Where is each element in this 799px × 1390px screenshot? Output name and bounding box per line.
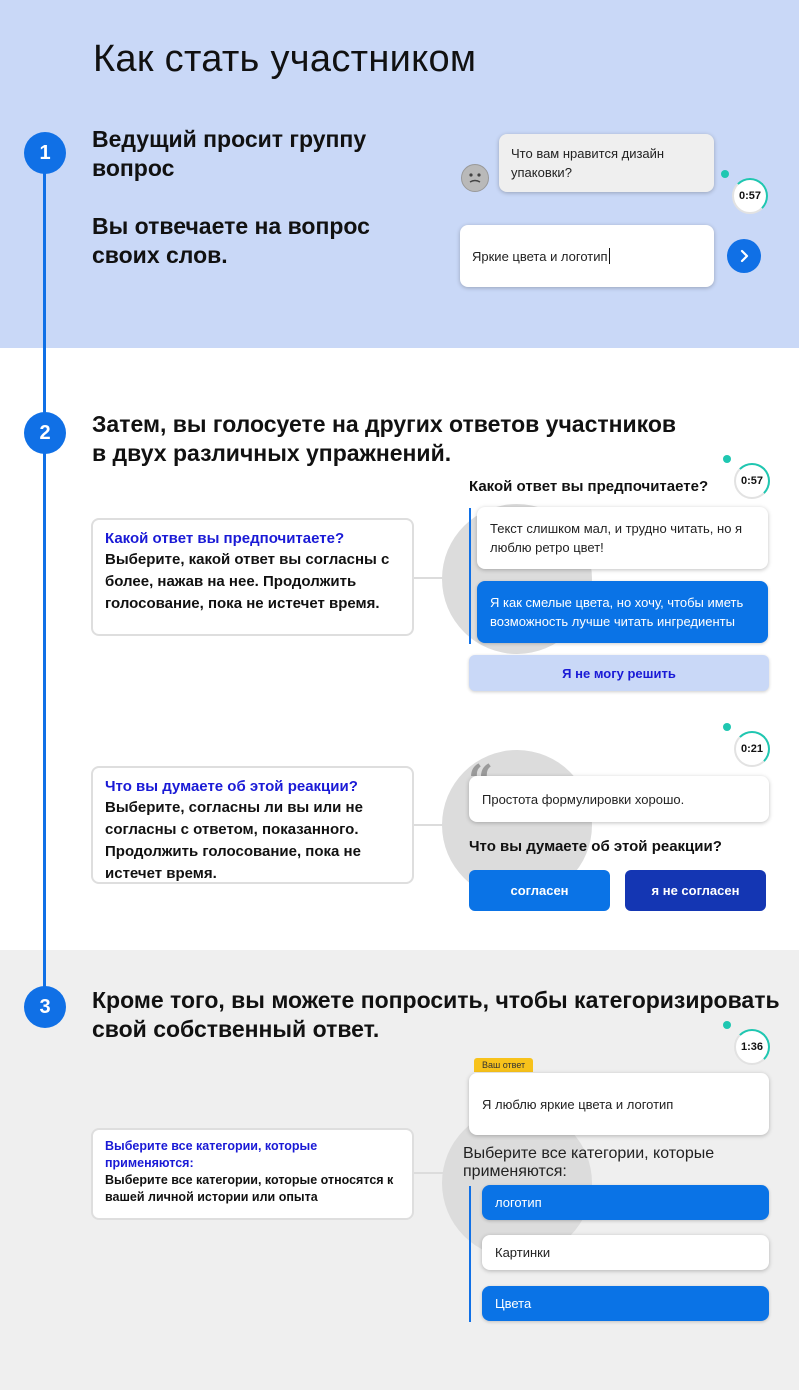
preference-option-b[interactable]: Я как смелые цвета, но хочу, чтобы иметь возможность лучше читать ингредиенты [477,581,768,643]
connector-line [412,824,452,826]
step-1-line-2: вопрос [92,155,175,181]
category-colors[interactable]: Цвета [482,1286,769,1321]
step-2-badge: 2 [24,412,66,454]
step-1-line-4: своих слов. [92,242,228,268]
categorize-info-body: Выберите все категории, которые относятся к вашей личной истории или опыта [105,1173,394,1204]
timer-dot [723,1021,731,1029]
timer-dot [723,455,731,463]
timer-dot [721,170,729,178]
step-3-badge: 3 [24,986,66,1028]
timer-preference: 0:57 [734,463,770,499]
page-title: Как стать участником [93,38,477,80]
options-indicator-line [469,508,471,644]
timer-reaction: 0:21 [734,731,770,767]
categorize-info-title: Выберите все категории, которые применяются: [105,1139,318,1170]
send-button[interactable] [727,239,761,273]
timeline-line [43,152,46,1007]
category-pictures[interactable]: Картинки [482,1235,769,1270]
step-3-line-1: Кроме того, вы можете попросить, чтобы категоризировать [92,987,780,1013]
step-2-heading [92,410,792,468]
categories-indicator-line [469,1186,471,1322]
step-1-heading [92,125,432,183]
timer-dot [723,723,731,731]
step-1-line-3: Вы отвечаете на вопрос [92,213,370,239]
preference-option-a[interactable]: Текст слишком мал, и трудно читать, но я люблю ретро цвет! [477,507,768,569]
timer-step-1: 0:57 [732,178,768,214]
your-answer-badge: Ваш ответ [474,1058,533,1072]
step-3-heading [92,986,799,1044]
step-3-line-2: свой собственный ответ. [92,1016,380,1042]
answer-input[interactable] [460,225,714,287]
category-logo[interactable]: логотип [482,1185,769,1220]
step-1-badge: 1 [24,132,66,174]
preference-info-body: Выберите, какой ответ вы согласны с более, нажав на нее. Продолжить голосование, пока не истечет время. [105,551,390,612]
moderator-question-bubble: Что вам нравится дизайн упаковки? [499,134,714,192]
answer-input-value: Яркие цвета и логотип [472,248,608,264]
reaction-info-card [91,766,414,884]
reaction-info-title: Что вы думаете об этой реакции? [105,778,358,795]
step-1-line-1: Ведущий просит группу [92,126,367,152]
timer-categorize: 1:36 [734,1029,770,1065]
agree-button[interactable]: согласен [469,870,610,911]
chevron-right-icon [737,249,751,263]
reaction-info-body: Выберите, согласны ли вы или не согласны с ответом, показанного. Продолжить голосование, пока не истечет время. [105,799,363,882]
text-cursor [609,248,610,264]
your-answer-card: Я люблю яркие цвета и логотип [469,1073,769,1135]
step-1-subheading [92,212,432,270]
moderator-avatar-icon [461,164,489,192]
disagree-button[interactable]: я не согласен [625,870,766,911]
categorize-prompt: Выберите все категории, которые применяются: [463,1145,715,1180]
reaction-question: Что вы думаете об этой реакции? [469,838,722,855]
preference-info-title: Какой ответ вы предпочитаете? [105,530,345,547]
step-2-line-1: Затем, вы голосуете на других ответов участников [92,411,677,437]
preference-question: Какой ответ вы предпочитаете? [469,478,709,495]
categorize-info-card [91,1128,414,1220]
connector-line [412,1172,452,1174]
connector-line [412,577,452,579]
reaction-quote-card: Простота формулировки хорошо. [469,776,769,822]
step-2-line-2: в двух различных упражнений. [92,440,452,466]
undecided-button[interactable]: Я не могу решить [469,655,769,691]
preference-info-card [91,518,414,636]
